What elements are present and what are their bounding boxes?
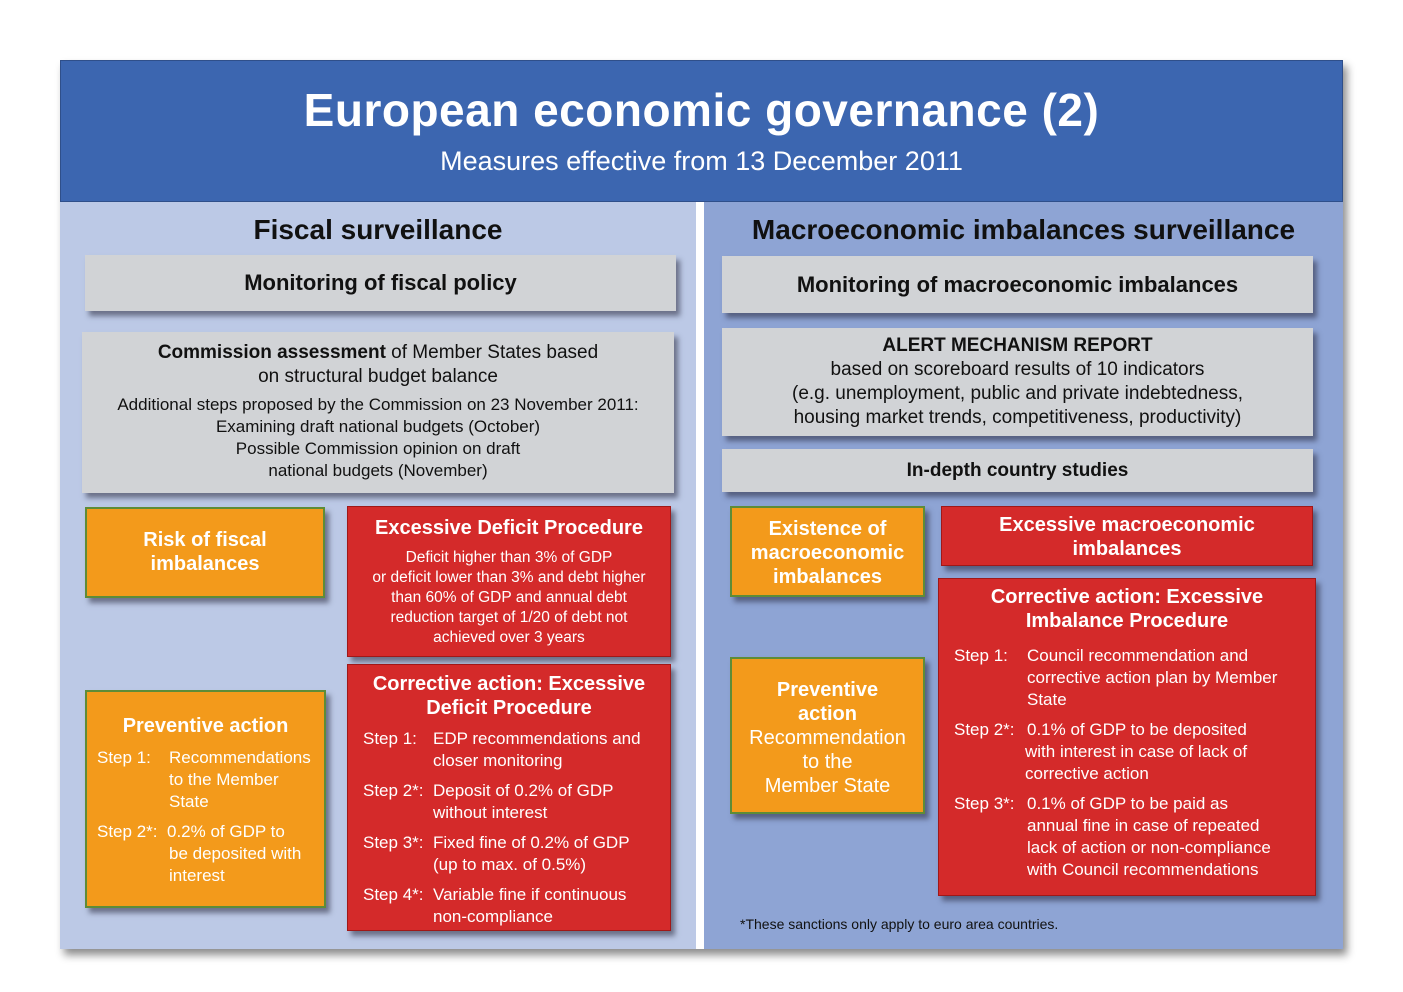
- macro-preventive-line-2: to the: [802, 751, 853, 773]
- risk-line-2: imbalances: [150, 553, 260, 575]
- panel-divider: [696, 202, 704, 949]
- macro-step3-line1: 0.1% of GDP to be paid as: [1027, 794, 1228, 813]
- excessive-imbalances-box: [941, 506, 1313, 566]
- excessive-line-2: imbalances: [1072, 538, 1182, 560]
- alert-mechanism-box: [722, 328, 1313, 436]
- fiscal-step4-line1: Variable fine if continuous: [433, 885, 627, 904]
- risk-fiscal-imbalances-box: [85, 507, 325, 598]
- page-title: European economic governance (2): [303, 84, 1100, 136]
- fiscal-step1-line1: EDP recommendations and: [433, 729, 641, 748]
- fiscal-step2-label: Step 2*:: [363, 781, 424, 800]
- existence-line-2: macroeconomic: [750, 542, 905, 564]
- fiscal-step2-line1: Deposit of 0.2% of GDP: [433, 781, 614, 800]
- macro-step1-label: Step 1:: [954, 646, 1008, 665]
- macro-step2-label: Step 2*:: [954, 720, 1015, 739]
- macro-step2-line2: with interest in case of lack of: [1025, 742, 1248, 761]
- fiscal-step3-line1: Fixed fine of 0.2% of GDP: [433, 833, 630, 852]
- macro-preventive-title-1: Preventive: [776, 679, 879, 701]
- edp-line-4: reduction target of 1/20 of debt not: [390, 609, 628, 626]
- fiscal-step1-line2: closer monitoring: [433, 751, 563, 770]
- macro-step2-line1: 0.1% of GDP to be deposited: [1027, 720, 1247, 739]
- excessive-line-1: Excessive macroeconomic: [999, 514, 1255, 536]
- macro-step2-line3: corrective action: [1025, 764, 1149, 783]
- existence-line-3: imbalances: [773, 566, 882, 588]
- edp-line-1: Deficit higher than 3% of GDP: [405, 549, 613, 566]
- fiscal-step4-line2: non-compliance: [433, 907, 554, 926]
- fiscal-prev-step1-line2: to the Member: [169, 770, 279, 789]
- edp-box: [347, 506, 671, 657]
- fiscal-prev-step2-line0: 0.2% of GDP to: [167, 822, 285, 841]
- fiscal-prev-step2-line1: be deposited with: [169, 844, 302, 863]
- fiscal-monitoring-label: Monitoring of fiscal policy: [244, 270, 517, 295]
- fiscal-prev-step1-label: Step 1:: [97, 748, 151, 767]
- fiscal-prev-step2-line2: interest: [169, 866, 225, 885]
- macro-corrective-box: [938, 578, 1316, 896]
- fiscal-step3-label: Step 3*:: [363, 833, 424, 852]
- fiscal-preventive-title: Preventive action: [122, 715, 289, 737]
- fiscal-corrective-box: [347, 664, 671, 931]
- fiscal-step1-label: Step 1:: [363, 729, 417, 748]
- macro-section-title: Macroeconomic imbalances surveillance: [751, 214, 1296, 245]
- assessment-line-4: Examining draft national budgets (October): [215, 417, 541, 436]
- macro-step3-line3: lack of action or non-compliance: [1027, 838, 1271, 857]
- alert-line-3: housing market trends, competitiveness, productivity): [793, 407, 1242, 428]
- fiscal-prev-step1-line3: State: [169, 792, 209, 811]
- macro-step3-line2: annual fine in case of repeated: [1027, 816, 1260, 835]
- sanctions-footnote: *These sanctions only apply to euro area countries.: [740, 916, 1059, 932]
- existence-line-1: Existence of: [768, 518, 887, 540]
- in-depth-label: In-depth country studies: [906, 460, 1129, 481]
- alert-line-2: (e.g. unemployment, public and private indebtedness,: [792, 383, 1243, 404]
- commission-assessment-box: [82, 332, 674, 493]
- edp-line-2: or deficit lower than 3% and debt higher: [372, 569, 646, 586]
- fiscal-step4-label: Step 4*:: [363, 885, 424, 904]
- page-subtitle: Measures effective from 13 December 2011: [440, 146, 963, 176]
- risk-line-1: Risk of fiscal: [143, 529, 267, 551]
- macro-preventive-line-1: Recommendation: [749, 727, 906, 749]
- alert-line-1: based on scoreboard results of 10 indicators: [830, 359, 1205, 380]
- macro-corrective-title-1: Corrective action: Excessive: [990, 586, 1264, 608]
- macro-monitoring-label: Monitoring of macroeconomic imbalances: [796, 272, 1239, 297]
- fiscal-prev-step2-label: Step 2*:: [97, 822, 158, 841]
- macro-preventive-line-3: Member State: [764, 775, 891, 797]
- edp-line-3: than 60% of GDP and annual debt: [391, 589, 627, 606]
- macro-step1-line1: Council recommendation and: [1027, 646, 1249, 665]
- fiscal-preventive-box: [85, 690, 326, 908]
- macro-preventive-box: [730, 657, 925, 814]
- fiscal-step2-line2: without interest: [433, 803, 548, 822]
- assessment-line-2: on structural budget balance: [258, 366, 498, 387]
- fiscal-corrective-title-1: Corrective action: Excessive: [372, 673, 646, 695]
- in-depth-studies-box: [722, 449, 1313, 492]
- assessment-line-5: Possible Commission opinion on draft: [235, 439, 521, 458]
- edp-title: Excessive Deficit Procedure: [375, 517, 643, 539]
- macro-step1-line2: corrective action plan by Member: [1027, 668, 1278, 687]
- macro-corrective-title-2: Imbalance Procedure: [1025, 610, 1229, 632]
- macro-step3-line4: with Council recommendations: [1027, 860, 1259, 879]
- assessment-line-3: Additional steps proposed by the Commission on 23 November 2011:: [117, 395, 639, 414]
- assessment-line-1: Commission assessment of Member States based: [157, 342, 599, 363]
- fiscal-step3-line2: (up to max. of 0.5%): [433, 855, 587, 874]
- fiscal-prev-step1-line1: Recommendations: [169, 748, 311, 767]
- macro-monitoring-box: [722, 256, 1313, 313]
- fiscal-section-title: Fiscal surveillance: [253, 214, 503, 245]
- alert-title: ALERT MECHANISM REPORT: [882, 335, 1153, 356]
- macro-step1-line3: State: [1027, 690, 1067, 709]
- macro-preventive-title-2: action: [798, 703, 857, 725]
- fiscal-corrective-title-2: Deficit Procedure: [426, 697, 592, 719]
- edp-line-5: achieved over 3 years: [433, 629, 585, 646]
- existence-imbalances-box: [730, 506, 925, 597]
- macro-step3-label: Step 3*:: [954, 794, 1015, 813]
- header-banner: [60, 60, 1343, 202]
- assessment-line-6: national budgets (November): [268, 461, 488, 480]
- fiscal-monitoring-box: [85, 255, 676, 311]
